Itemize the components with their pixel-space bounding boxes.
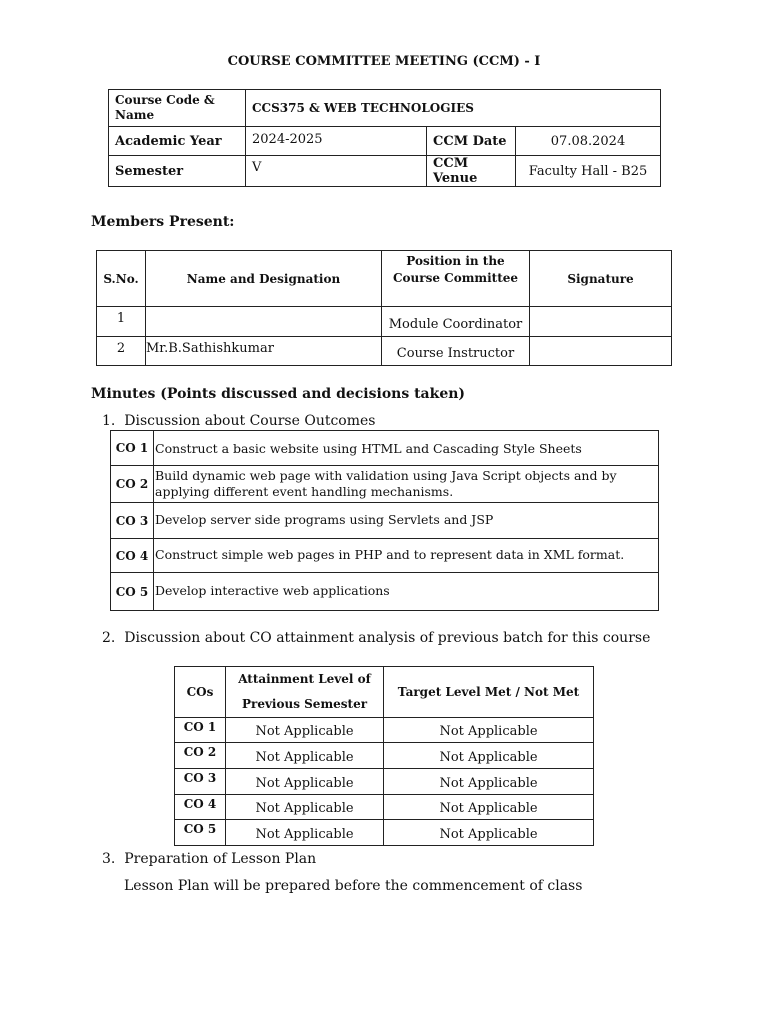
table-row <box>111 539 659 573</box>
attainment-co: CO 3 <box>175 769 226 795</box>
member-signature <box>530 337 672 366</box>
member-position: Module Coordinator <box>382 307 530 337</box>
attainment-target: Not Applicable <box>384 718 594 743</box>
attainment-co: CO 5 <box>175 820 226 846</box>
attainment-target: Not Applicable <box>384 769 594 795</box>
ccm-date-value: 07.08.2024 <box>516 127 661 156</box>
co-code: CO 3 <box>111 503 154 539</box>
table-row <box>175 743 594 769</box>
members-header-position: Position in the Course Committee <box>382 251 530 307</box>
members-header-sno: S.No. <box>97 251 146 307</box>
co-description: Develop interactive web applications <box>154 573 659 611</box>
attainment-target: Not Applicable <box>384 820 594 846</box>
course-code-value: CCS375 & WEB TECHNOLOGIES <box>246 90 661 127</box>
academic-year-value: 2024-2025 <box>246 127 427 156</box>
semester-value: V <box>246 156 427 187</box>
co-description: Construct a basic website using HTML and Cascading Style Sheets <box>154 431 659 466</box>
academic-year-label: Academic Year <box>109 127 246 156</box>
table-row <box>111 503 659 539</box>
member-position: Course Instructor <box>382 337 530 366</box>
member-signature <box>530 307 672 337</box>
course-outcomes-table <box>110 430 659 611</box>
table-row <box>97 337 672 366</box>
co-code: CO 1 <box>111 431 154 466</box>
members-header-signature: Signature <box>530 251 672 307</box>
course-info-table <box>108 89 661 187</box>
table-row <box>97 307 672 337</box>
lesson-plan-text: Lesson Plan will be prepared before the commencement of class <box>124 878 583 894</box>
ccm-venue-label: CCM Venue <box>427 156 516 187</box>
attainment-header-level: Attainment Level of Previous Semester <box>226 667 384 718</box>
co-code: CO 5 <box>111 573 154 611</box>
table-row <box>175 820 594 846</box>
member-sno: 1 <box>97 307 146 337</box>
minutes-item-3: 3. Preparation of Lesson Plan <box>102 851 317 867</box>
co-description: Develop server side programs using Servlets and JSP <box>154 503 659 539</box>
minutes-item-1: 1. Discussion about Course Outcomes <box>102 413 376 429</box>
attainment-target: Not Applicable <box>384 795 594 820</box>
attainment-header-cos: COs <box>175 667 226 718</box>
members-heading: Members Present: <box>91 214 235 230</box>
page-title: COURSE COMMITTEE MEETING (CCM) - I <box>227 54 541 69</box>
members-table <box>96 250 672 366</box>
table-row <box>111 466 659 503</box>
semester-label: Semester <box>109 156 246 187</box>
attainment-level: Not Applicable <box>226 820 384 846</box>
attainment-level: Not Applicable <box>226 795 384 820</box>
member-name: Mr.B.Sathishkumar <box>146 337 382 366</box>
minutes-item-2: 2. Discussion about CO attainment analysis of previous batch for this course <box>102 630 651 646</box>
attainment-table <box>174 666 594 846</box>
co-description: Build dynamic web page with validation using Java Script objects and by applying different event handling mechanisms. <box>154 466 659 503</box>
ccm-venue-value: Faculty Hall - B25 <box>516 156 661 187</box>
members-header-name: Name and Designation <box>146 251 382 307</box>
attainment-co: CO 4 <box>175 795 226 820</box>
member-sno: 2 <box>97 337 146 366</box>
attainment-header-target: Target Level Met / Not Met <box>384 667 594 718</box>
table-row <box>175 718 594 743</box>
attainment-level: Not Applicable <box>226 743 384 769</box>
co-code: CO 4 <box>111 539 154 573</box>
table-row <box>175 769 594 795</box>
attainment-level: Not Applicable <box>226 769 384 795</box>
co-code: CO 2 <box>111 466 154 503</box>
ccm-date-label: CCM Date <box>427 127 516 156</box>
table-row <box>111 431 659 466</box>
minutes-heading: Minutes (Points discussed and decisions taken) <box>91 386 466 402</box>
attainment-co: CO 2 <box>175 743 226 769</box>
co-description: Construct simple web pages in PHP and to represent data in XML format. <box>154 539 659 573</box>
member-name <box>146 307 382 337</box>
course-code-label: Course Code & Name <box>109 90 246 127</box>
attainment-co: CO 1 <box>175 718 226 743</box>
attainment-level: Not Applicable <box>226 718 384 743</box>
table-row <box>175 795 594 820</box>
table-row <box>111 573 659 611</box>
attainment-target: Not Applicable <box>384 743 594 769</box>
